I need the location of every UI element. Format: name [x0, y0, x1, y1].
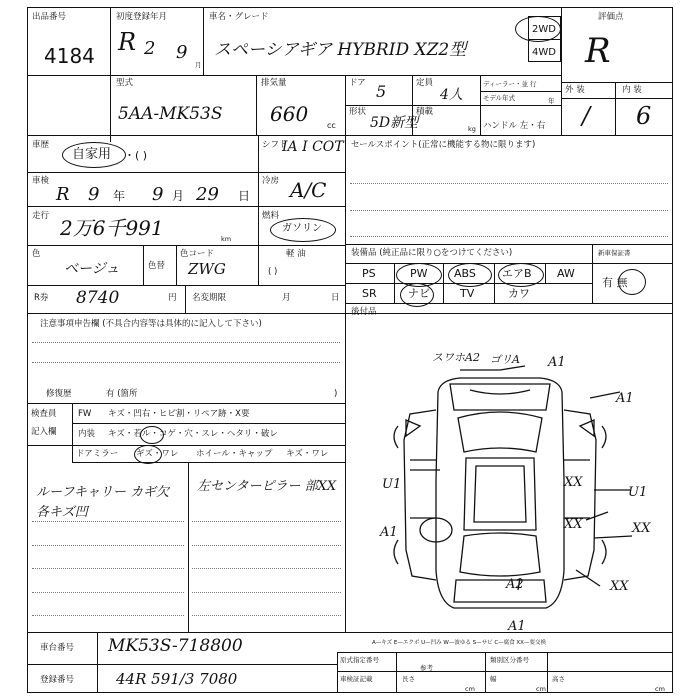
divider	[345, 408, 346, 633]
year-unit-2: 年	[113, 189, 126, 203]
chassis-label: 車台番号	[40, 643, 75, 653]
equip-ps: PS	[362, 267, 376, 280]
model-label: 車名・グレード	[209, 12, 269, 22]
capacity-value: 4人	[440, 87, 463, 103]
divider	[27, 664, 337, 665]
mark-a1-left: A1	[380, 525, 398, 540]
first-reg-year: 2	[144, 38, 156, 59]
divider	[72, 403, 73, 445]
divider	[203, 7, 204, 75]
warranty-label: 新車保証書	[598, 249, 631, 257]
footer-mark-2: 類別区分番号	[490, 656, 529, 664]
mirror-value: ギズ・ワレ	[136, 449, 179, 459]
ruled-line	[192, 545, 341, 546]
fuel-label: 燃料	[262, 211, 280, 221]
sales-label: セールスポイント(正常に機能する物に限ります)	[351, 140, 536, 150]
abs-circle	[448, 263, 492, 287]
insp-month: 9	[152, 184, 164, 205]
shift-value: IA I COT	[282, 139, 344, 155]
repair-close: )	[334, 389, 338, 399]
divider	[27, 445, 345, 446]
first-reg-era: R	[118, 28, 137, 56]
ruled-line	[32, 521, 184, 522]
int-label: 内 装	[622, 85, 642, 95]
kg-unit: kg	[468, 125, 476, 133]
divider	[185, 285, 186, 313]
divider	[394, 263, 395, 303]
lot-label: 出品番号	[32, 12, 67, 22]
dealer-label: ディーラー・並 行	[483, 80, 537, 88]
equipment-label: 装備品 (純正品に限り○をつけてください)	[351, 248, 513, 258]
divider	[561, 7, 562, 135]
aftermarket-label: 後付品	[351, 307, 377, 317]
footer-cm-1: cm	[465, 685, 475, 693]
ruled-line	[350, 183, 668, 184]
code-value: ZWG	[188, 260, 226, 278]
model-name: スペーシアギア HYBRID XZ2型	[214, 40, 467, 60]
ruled-line	[32, 342, 340, 343]
km-unit: km	[221, 235, 232, 243]
divider	[345, 313, 346, 408]
mark-u1-left: U1	[382, 477, 402, 492]
warranty-value: 有 無	[602, 276, 628, 289]
divider	[480, 91, 561, 92]
int-value: 6	[636, 102, 652, 130]
divider	[337, 652, 338, 693]
footer-height: 高さ	[552, 675, 565, 683]
ruled-line	[192, 521, 341, 522]
divider	[27, 135, 673, 136]
equip-abs: ABS	[454, 267, 476, 280]
insp-day: 29	[196, 184, 219, 205]
day-unit: 日	[238, 189, 251, 203]
equip-navi: ナビ	[408, 287, 430, 300]
color-value: ベージュ	[64, 261, 120, 277]
divider	[485, 652, 486, 693]
divider	[337, 671, 673, 672]
mark-swaha2: スワホA2	[432, 351, 480, 364]
diesel-paren: ( )	[268, 267, 278, 277]
divider	[72, 423, 345, 424]
divider	[97, 632, 98, 693]
ruled-line	[350, 236, 668, 237]
insp-era: R	[56, 184, 70, 205]
equip-leather: カワ	[508, 287, 530, 300]
body-value: 5D新型	[370, 115, 419, 131]
type-label: 型式	[116, 78, 134, 88]
month-unit-2: 月	[172, 189, 185, 203]
history-value: 自家用	[72, 147, 112, 162]
interior-circle	[140, 426, 164, 444]
divider	[27, 206, 345, 207]
divider	[176, 245, 177, 285]
divider	[27, 403, 345, 404]
first-reg-month: 9	[176, 42, 188, 63]
divider	[27, 285, 345, 286]
mark-a1-right: A1	[616, 391, 634, 406]
wheel-value: キズ・ワレ	[286, 449, 329, 459]
footer-cm-3: cm	[655, 685, 665, 693]
mark-xx-right-1: XX	[564, 475, 583, 490]
drive-2wd: 2WD	[532, 24, 556, 35]
divider	[345, 135, 346, 313]
divider	[258, 245, 259, 285]
inspector-label: 検査員	[31, 409, 57, 419]
handle-label: ハンドル 左・右	[483, 121, 546, 131]
mileage-label: 走行	[32, 211, 50, 221]
reg-value: 44R 591/3 7080	[116, 670, 238, 688]
mark-a1-top: A1	[548, 355, 566, 370]
doors-label: ドア	[349, 78, 366, 88]
chassis-value: MK53S-718800	[108, 636, 243, 656]
divider	[345, 105, 561, 106]
divider	[615, 82, 616, 135]
divider	[72, 445, 73, 462]
mark-a2-rear: A2	[506, 577, 524, 592]
aircon-value: A/C	[290, 178, 327, 202]
airbag-circle	[498, 263, 544, 287]
drive-circle	[515, 16, 561, 42]
reg-label: 登録番号	[40, 675, 75, 685]
fw-label: FW	[78, 409, 92, 419]
divider	[396, 652, 397, 693]
mark-xx-right-2: XX	[564, 517, 583, 532]
interior-row: キズ・若ル・コゲ・穴・スレ・ヘタリ・破レ	[108, 429, 278, 439]
repair-value: 有 (箇所	[106, 389, 138, 399]
divider	[345, 244, 673, 245]
color-label: 色	[32, 249, 41, 259]
history-circle	[62, 142, 126, 168]
mark-a1-bottom: A1	[508, 619, 526, 634]
divider	[545, 263, 546, 283]
ruled-line	[32, 545, 184, 546]
repair-label: 修復歴	[46, 389, 72, 399]
hand-note-left-1: ルーフキャリー カギ欠	[36, 485, 169, 500]
fw-row: キズ・凹右・ヒビ割・リペア跡・X要	[108, 409, 250, 419]
fuel-value: ガソリン	[282, 223, 322, 234]
divider	[494, 263, 495, 303]
divider	[337, 652, 673, 653]
ruled-line	[32, 615, 184, 616]
lot-number: 4184	[44, 44, 95, 68]
equip-aw: AW	[557, 267, 575, 280]
equip-tv: TV	[460, 287, 475, 300]
mark-xx-rear: XX	[610, 579, 629, 594]
ruled-line	[192, 568, 341, 569]
mark-gori: ゴリA	[490, 353, 520, 366]
equip-sr: SR	[362, 287, 377, 300]
hand-note-right: 左センターピラー 部XX	[197, 479, 337, 494]
divider	[143, 245, 144, 285]
transfer-day: 日	[331, 293, 340, 303]
divider	[258, 135, 259, 245]
history-paren: ・( )	[124, 149, 148, 162]
recycle-label: R券	[34, 293, 49, 303]
displacement-value: 660	[270, 102, 309, 126]
divider	[188, 462, 189, 632]
footer-cm-2: cm	[536, 685, 546, 693]
drive-4wd: 4WD	[532, 47, 556, 58]
rating-label: 評価点	[598, 12, 624, 22]
shift-label: シフト	[262, 140, 288, 150]
mark-u1-right: U1	[628, 485, 648, 500]
divider	[72, 462, 345, 463]
divider	[443, 263, 444, 303]
divider	[592, 244, 593, 303]
repaint-label: 色替	[148, 261, 166, 271]
divider	[27, 313, 673, 314]
mirror-circle	[134, 445, 162, 464]
recycle-value: 8740	[76, 288, 120, 308]
diesel-label: 軽 油	[286, 249, 306, 259]
mark-hidden	[330, 596, 331, 597]
divider	[561, 98, 673, 99]
capacity-label: 定員	[416, 78, 434, 88]
fuel-circle	[270, 218, 336, 242]
footer-width: 幅	[490, 675, 497, 683]
mark-xx-right-3: XX	[632, 521, 651, 536]
divider	[256, 75, 257, 135]
footer-mark-3: 参考	[420, 664, 433, 672]
load-label: 積載	[416, 107, 434, 117]
doors-value: 5	[376, 82, 387, 101]
hand-note-left-2: 各キズ凹	[36, 505, 88, 520]
model-year-label: モデル年式	[483, 94, 516, 102]
ext-value: /	[582, 102, 591, 130]
footer-mark-4: 車検証記載	[340, 675, 373, 683]
mileage-value: 2万6千991	[60, 216, 164, 240]
ruled-line	[32, 592, 184, 593]
insp-year: 9	[88, 184, 100, 205]
aircon-label: 冷房	[262, 176, 280, 186]
navi-circle	[400, 283, 434, 307]
ruled-line	[32, 362, 340, 363]
cc-unit: cc	[327, 121, 336, 130]
divider	[345, 303, 673, 304]
ext-label: 外 装	[565, 85, 585, 95]
warranty-circle	[618, 269, 646, 295]
equip-pw: PW	[410, 267, 428, 280]
transfer-label: 名変期限	[192, 293, 227, 303]
year-unit: 年	[548, 97, 555, 105]
month-unit: 月	[195, 61, 202, 69]
entry-label: 記入欄	[31, 427, 57, 437]
ruled-line	[32, 568, 184, 569]
footer-mark-1: 原式指定番号	[340, 656, 379, 664]
footer-length: 長さ	[402, 675, 415, 683]
body-label: 形状	[349, 107, 367, 117]
first-reg-label: 初度登録年月	[116, 12, 168, 22]
inspection-label: 車検	[32, 176, 50, 186]
equip-airbag: エアB	[502, 267, 532, 280]
ruled-line	[350, 210, 668, 211]
history-label: 車歴	[32, 140, 50, 150]
notes-label: 注意事項申告欄 (不具合内容等は具体的に記入して下さい)	[40, 319, 262, 329]
ruled-line	[192, 615, 341, 616]
code-label: 色コード	[180, 249, 215, 259]
displacement-label: 排気量	[261, 78, 287, 88]
divider	[27, 245, 345, 246]
rating-value: R	[585, 31, 611, 71]
wheel-label: ホイール・キャップ	[196, 449, 273, 459]
ruled-line	[192, 592, 341, 593]
divider	[27, 172, 345, 173]
type-value: 5AA-MK53S	[118, 104, 223, 124]
yen-unit: 円	[168, 293, 177, 303]
interior-label: 内装	[78, 429, 96, 439]
divider	[561, 82, 673, 83]
damage-legend: A—キズ E—エクボ U—凹み W—波ゆる S—サビ C—腐食 XX—要交換	[372, 640, 546, 646]
mirror-label: ドアミラー	[76, 449, 119, 459]
transfer-month: 月	[282, 293, 291, 303]
divider	[547, 652, 548, 693]
